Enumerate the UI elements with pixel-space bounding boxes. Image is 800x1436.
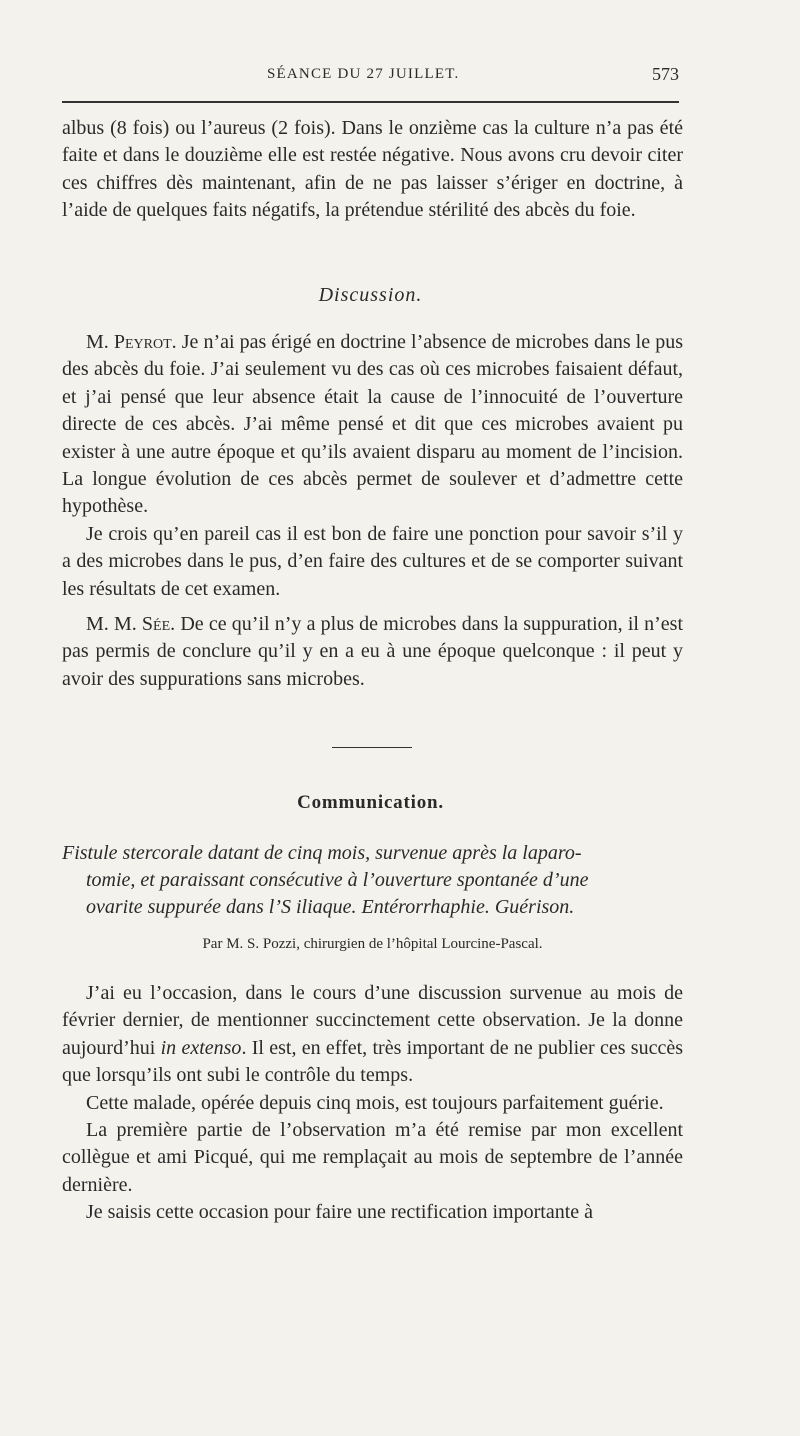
see-paragraph — [62, 611, 683, 693]
article-title-line: ovarite suppurée dans l’S iliaque. Entérorrhaphie. Guérison. — [86, 896, 575, 918]
section-title: Communication. — [297, 792, 444, 813]
peyrot-paragraph-2: Je crois qu’en pareil cas il est bon de faire une ponction pour savoir s’il y a des microbes dans le pus, d’en faire des cultures et de se comporter suivant les résultats de cet examen. — [62, 522, 683, 600]
header-rule — [62, 101, 679, 103]
article-paragraph: La première partie de l’observation m’a été remise par mon excellent collègue et ami Picqué, qui me remplaçait au mois de septembre de l’année dernière. — [62, 1119, 683, 1196]
article-title-line: tomie, et paraissant consécutive à l’ouverture spontanée d’une — [86, 869, 589, 891]
article-paragraph: Je saisis cette occasion pour faire une rectification importante à — [86, 1201, 594, 1224]
italic-term: in extenso — [160, 1036, 242, 1059]
page-number: 573 — [652, 64, 679, 84]
article-body — [62, 980, 683, 1227]
page-header — [62, 64, 679, 88]
section-divider — [332, 747, 412, 748]
article-title — [62, 840, 683, 921]
speaker-name: M. M. Sée. — [86, 613, 176, 636]
speaker-name: M. Peyrot. — [86, 331, 177, 353]
paragraph-intro — [62, 115, 683, 225]
article-author: Par M. S. Pozzi, chirurgien de l’hôpital Lourcine-Pascal. — [202, 936, 543, 952]
speaker-text: De ce qu’il n’y a plus de microbes dans la suppuration, il n’est pas permis de conclure qu’il y en a eu à une époque quelconque : il peut y avoir des suppurations sans microbes. — [62, 613, 683, 690]
article-paragraph: Cette malade, opérée depuis cinq mois, est toujours parfaitement guérie. — [86, 1091, 664, 1114]
article-paragraph: J’ai eu l’occasion, dans le cours d’une discussion survenue au mois de février dernier, de mentionner succinctement cette observation. Je la donne aujourd’hui in extenso. Il est, en effet, très important de ne publier ces succès que lorsqu’ils ont subi le contrôle du temps. — [62, 982, 684, 1087]
running-head: SÉANCE DU 27 JUILLET. — [267, 66, 460, 82]
discussion-block — [62, 329, 683, 693]
paragraph-text: albus (8 fois) ou l’aureus (2 fois). Dans le onzième cas la culture n’a pas été faite et dans le douzième elle est restée négative. Nous avons cru devoir citer ces chiffres dès maintenant, afin de ne pas laisser s’ériger en doctrine, à l’aide de quelques faits négatifs, la prétendue stérilité des abcès du foie. — [62, 117, 683, 222]
peyrot-paragraph — [62, 329, 683, 521]
speaker-text: Je n’ai pas érigé en doctrine l’absence de microbes dans le pus des abcès du foie. J’ai seulement vu des cas où ces microbes faisaient défaut, et j’ai pensé que leur absence était la cause de l’innocuité de l’ouverture directe de ces abcès. J’ai même pensé et dit que ces microbes avaient pu exister à une autre époque et qu’ils avaient disparu au moment de l’incision. La longue évolution de ces abcès permet de soulever et d’admettre cette hypothèse. — [62, 331, 683, 518]
discussion-heading: Discussion. — [318, 284, 423, 306]
article-title-line: Fistule stercorale datant de cinq mois, survenue après la laparo- — [62, 842, 582, 864]
